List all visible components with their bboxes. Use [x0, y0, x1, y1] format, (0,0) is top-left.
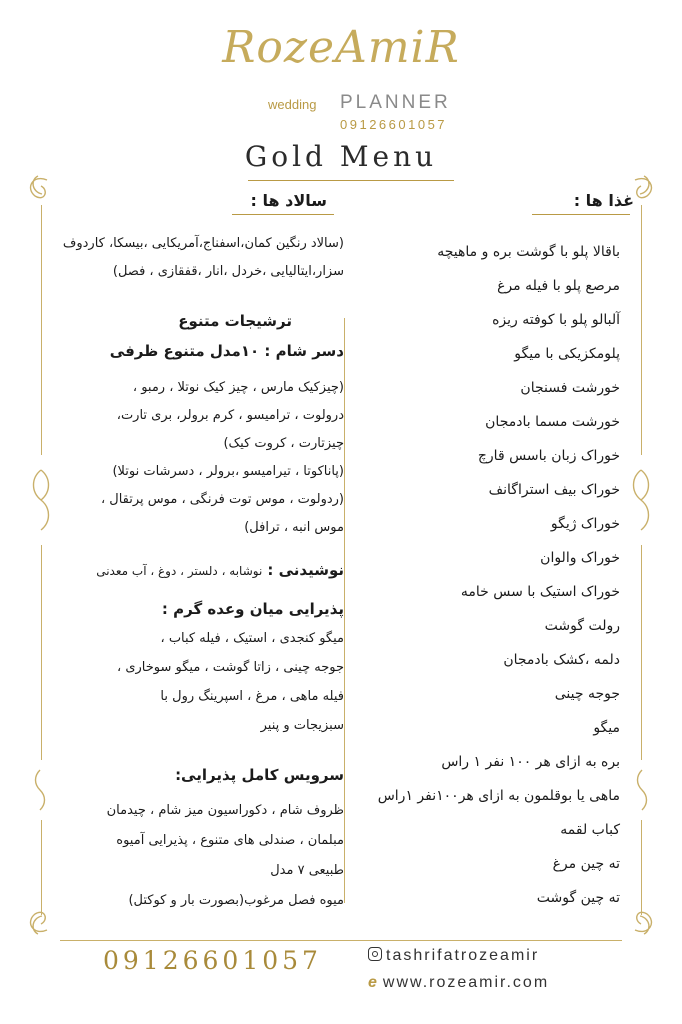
- menu-title: Gold Menu: [244, 140, 438, 173]
- salads-text: (سالاد رنگین کمان،اسفناج،آمریکایی ،بیسکا، کاردوف سزار،ایتالیایی ،خردل ،انار ،قفقازی ، فصل): [62, 236, 344, 279]
- frame-line-right-lower: [641, 545, 642, 760]
- dessert-heading: دسر شام : ۱۰مدل متنوع ظرفی: [109, 342, 344, 360]
- food-item: خوراک والوان: [540, 550, 620, 566]
- website-url: www.rozeamir.com: [382, 974, 550, 991]
- service-line: ظروف شام ، دکوراسیون میز شام ، چیدمان: [106, 803, 344, 818]
- food-item: کباب لقمه: [560, 822, 620, 838]
- food-item: خوراک بیف استراگانف: [488, 482, 620, 498]
- web-e-icon: e: [368, 974, 379, 991]
- frame-line-left: [41, 205, 42, 455]
- food-item: بره به ازای هر ۱۰۰ نفر ۱ راس: [441, 754, 620, 770]
- snack-line: فیله ماهی ، مرغ ، اسپرینگ رول با: [160, 689, 344, 704]
- dessert-line: درولوت ، ترامیسو ، کرم برولر، بری تارت،: [116, 408, 344, 423]
- food-item: خورشت فسنجان: [520, 380, 620, 396]
- instagram-icon: [368, 947, 382, 961]
- service-line: میوه فصل مرغوب(بصورت بار و کوکتل): [128, 893, 344, 908]
- salads-heading-rule: [232, 214, 334, 215]
- corner-flourish-bottom-right: [635, 912, 651, 934]
- frame-line-left-lower: [41, 545, 42, 760]
- snack-line: جوجه چینی ، زاتا گوشت ، میگو سوخاری ،: [117, 660, 344, 675]
- food-item: جوجه چینی: [554, 686, 620, 702]
- drinks-heading: نوشیدنی :: [267, 561, 344, 579]
- dessert-lines: [58, 374, 344, 542]
- snack-line: میگو کنجدی ، استیک ، فیله کباب ،: [160, 631, 344, 646]
- snacks-heading: پذیرایی میان وعده گرم :: [161, 600, 344, 618]
- food-item: میگو: [593, 720, 620, 736]
- food-item: خوراک زبان باسس قارچ: [477, 448, 620, 464]
- pickles-line: ترشیجات متنوع: [178, 312, 292, 330]
- dessert-line: (ردولوت ، موس توت فرنگی ، موس پرتقال ،: [100, 492, 344, 507]
- frame-line-right-bottom: [641, 820, 642, 915]
- food-item: رولت گوشت: [544, 618, 620, 634]
- footer-website[interactable]: [368, 974, 549, 992]
- food-item: ماهی یا بوقلمون به ازای هر۱۰۰نفر ۱راس: [377, 788, 620, 804]
- logo-script: RozeAmiR: [222, 22, 460, 73]
- drinks-row: [54, 560, 344, 579]
- service-line: مبلمان ، صندلی های متنوع ، پذیرایی آمیوه: [116, 833, 344, 848]
- service-line: طبیعی ۷ مدل: [270, 863, 344, 878]
- frame-line-left-bottom: [41, 820, 42, 915]
- food-item: ته چین مرغ: [552, 856, 620, 872]
- food-item: پلومکزیکی با میگو: [514, 346, 620, 362]
- corner-flourish-top-left: [31, 176, 47, 198]
- corner-flourish-bottom-left: [31, 912, 47, 934]
- food-item: خورشت مسما بادمجان: [485, 414, 620, 430]
- foods-heading-rule: [532, 214, 630, 215]
- instagram-handle: tashrifatrozeamir: [386, 947, 540, 964]
- side-flourish-left: [34, 470, 49, 530]
- side-flourish-right-lower: [638, 770, 647, 810]
- food-item: خوراک ژیگو: [550, 516, 620, 532]
- dessert-line: موس انبه ، ترافل): [244, 520, 344, 535]
- footer-instagram[interactable]: [368, 946, 539, 965]
- food-item: دلمه ،کشک بادمجان: [503, 652, 620, 668]
- logo-phone: 09126601057: [340, 117, 448, 132]
- food-item: آلبالو پلو با کوفته ریزه: [492, 312, 620, 328]
- food-item: ته چین گوشت: [536, 890, 620, 906]
- food-item: باقالا پلو با گوشت بره و ماهیچه: [437, 244, 620, 260]
- dessert-line: (پاناکوتا ، تیرامیسو ،برولر ، دسرشات نوتلا): [112, 464, 344, 479]
- foods-heading: غذا ها :: [573, 191, 634, 210]
- food-item: مرصع پلو با فیله مرغ: [497, 278, 620, 294]
- dessert-line: (چیزکیک مارس ، چیز کیک نوتلا ، رمبو ،: [132, 380, 344, 395]
- side-flourish-right: [634, 470, 649, 530]
- footer-phone: 09126601057: [103, 946, 322, 975]
- frame-line-right: [641, 205, 642, 455]
- salads-heading: سالاد ها :: [250, 191, 327, 210]
- logo-wedding: wedding: [268, 97, 317, 112]
- service-lines: [58, 796, 344, 916]
- side-flourish-left-lower: [36, 770, 45, 810]
- corner-flourish-top-right: [635, 176, 651, 198]
- food-item: خوراک استیک با سس خامه: [460, 584, 620, 600]
- foods-list: [330, 235, 620, 915]
- drinks-text: نوشابه ، دلستر ، دوغ ، آب معدنی: [96, 564, 263, 578]
- snack-line: سبزیجات و پنیر: [260, 718, 344, 733]
- service-heading: سرویس کامل پذیرایی:: [175, 766, 344, 784]
- footer-divider: [60, 940, 622, 941]
- logo-planner: PLANNER: [340, 92, 451, 113]
- snacks-lines: [58, 624, 344, 740]
- dessert-line: چیزتارت ، کروت کیک): [223, 436, 344, 451]
